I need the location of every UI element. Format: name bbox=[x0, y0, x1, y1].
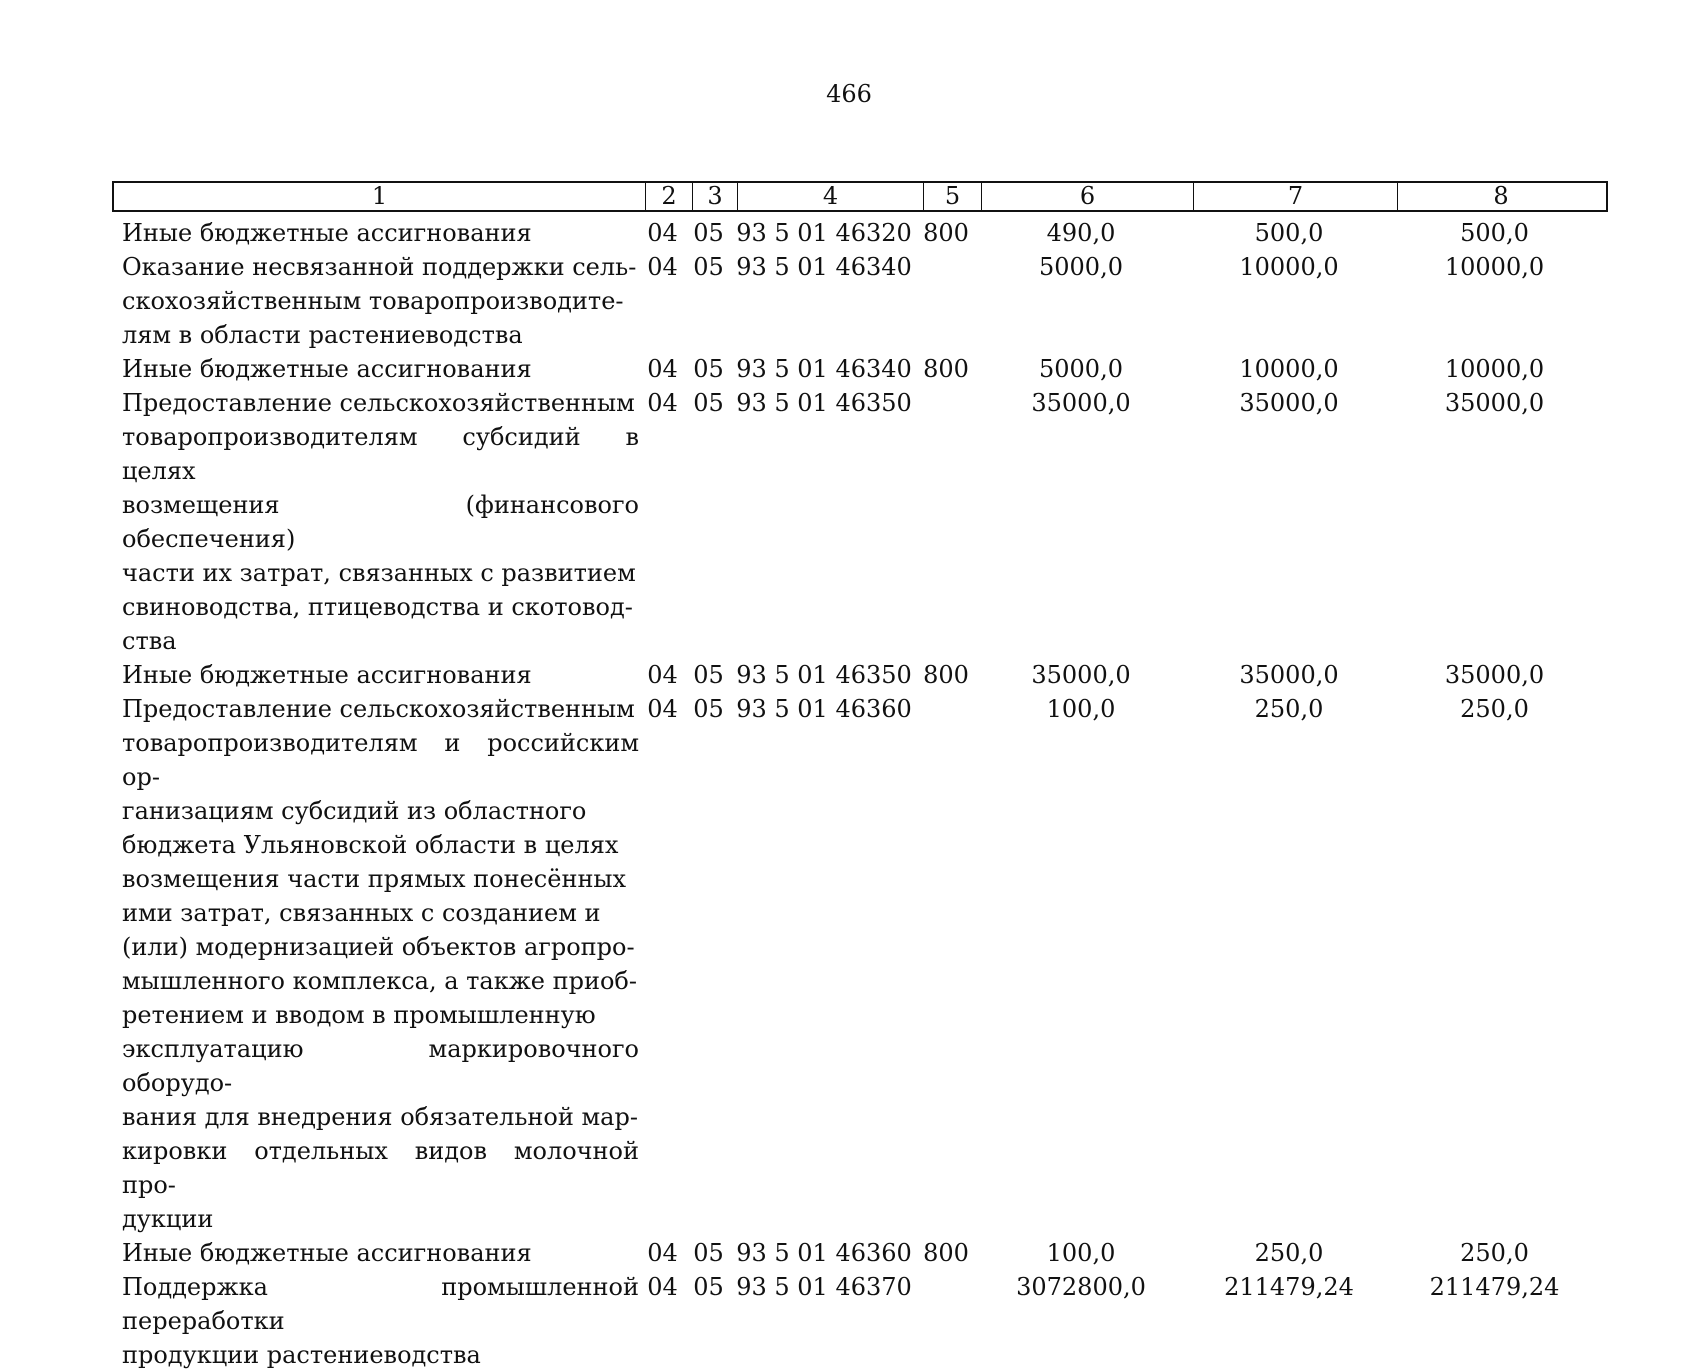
cell-c7: 10000,0 bbox=[1239, 253, 1339, 281]
row-name-line: бюджета Ульяновской области в целях bbox=[122, 831, 619, 859]
column-header-6: 6 bbox=[982, 183, 1194, 210]
cell-c2: 04 bbox=[647, 661, 678, 689]
page-number: 466 bbox=[826, 80, 872, 108]
cell-c5: 800 bbox=[923, 1239, 969, 1267]
cell-c8: 211479,24 bbox=[1429, 1273, 1560, 1301]
row-name-line: возмещения части прямых понесённых bbox=[122, 865, 627, 893]
cell-c2: 04 bbox=[647, 695, 678, 723]
row-name bbox=[112, 1236, 639, 1270]
row-name bbox=[112, 352, 639, 386]
column-header-7: 7 bbox=[1194, 183, 1398, 210]
cell-c3: 05 bbox=[693, 355, 724, 383]
table-row bbox=[112, 1236, 1608, 1270]
cell-c4: 93 5 01 46350 bbox=[736, 661, 912, 689]
row-name-line: эксплуатацию маркировочного оборудо- bbox=[122, 1035, 639, 1097]
row-name-line: ими затрат, связанных с созданием и bbox=[122, 899, 601, 927]
row-name-line: товаропроизводителям субсидий в целях bbox=[122, 423, 639, 485]
cell-c6: 35000,0 bbox=[1031, 389, 1131, 417]
cell-c8: 500,0 bbox=[1460, 219, 1529, 247]
row-name-line: мышленного комплекса, а также приоб- bbox=[122, 967, 637, 995]
row-name-line: возмещения (финансового обеспечения) bbox=[122, 491, 639, 553]
column-header-4: 4 bbox=[738, 183, 924, 210]
cell-c7: 35000,0 bbox=[1239, 389, 1339, 417]
row-name-line: ганизациям субсидий из областного bbox=[122, 797, 587, 825]
table-row bbox=[112, 386, 1608, 658]
cell-c2: 04 bbox=[647, 1273, 678, 1301]
row-name-line: Поддержка промышленной переработки bbox=[122, 1273, 639, 1335]
cell-c3: 05 bbox=[693, 661, 724, 689]
cell-c3: 05 bbox=[693, 1273, 724, 1301]
row-name-line: продукции растениеводства bbox=[122, 1341, 481, 1369]
table-row bbox=[112, 216, 1608, 250]
row-name-line: ства bbox=[122, 627, 177, 655]
cell-c8: 35000,0 bbox=[1444, 661, 1545, 689]
cell-c7: 250,0 bbox=[1254, 1239, 1324, 1267]
row-name bbox=[112, 692, 639, 1236]
table-row bbox=[112, 1270, 1608, 1372]
cell-c2: 04 bbox=[647, 389, 678, 417]
table-row bbox=[112, 352, 1608, 386]
cell-c8: 35000,0 bbox=[1444, 389, 1545, 417]
cell-c7: 250,0 bbox=[1254, 695, 1324, 723]
cell-c7: 500,0 bbox=[1254, 219, 1324, 247]
cell-c8: 250,0 bbox=[1460, 1239, 1529, 1267]
cell-c3: 05 bbox=[693, 695, 724, 723]
cell-c6: 5000,0 bbox=[1039, 253, 1123, 281]
cell-c6: 3072800,0 bbox=[1016, 1273, 1146, 1301]
row-name-line: Иные бюджетные ассигнования bbox=[122, 355, 532, 383]
row-name bbox=[112, 386, 639, 658]
cell-c6: 100,0 bbox=[1046, 695, 1116, 723]
row-name-line: ретением и вводом в промышленную bbox=[122, 1001, 596, 1029]
cell-c2: 04 bbox=[647, 219, 678, 247]
row-name-line: Иные бюджетные ассигнования bbox=[122, 219, 532, 247]
cell-c2: 04 bbox=[647, 355, 678, 383]
row-name-line: Оказание несвязанной поддержки сель- bbox=[122, 253, 637, 281]
table-row bbox=[112, 250, 1608, 352]
table-row bbox=[112, 692, 1608, 1236]
row-name-line: лям в области растениеводства bbox=[122, 321, 523, 349]
cell-c8: 10000,0 bbox=[1444, 355, 1545, 383]
row-name-line: Предоставление сельскохозяйственным bbox=[122, 389, 635, 417]
row-name bbox=[112, 1270, 639, 1372]
cell-c5: 800 bbox=[923, 661, 969, 689]
cell-c3: 05 bbox=[693, 1239, 724, 1267]
cell-c8: 250,0 bbox=[1460, 695, 1529, 723]
row-name-line: кировки отдельных видов молочной про- bbox=[122, 1137, 639, 1199]
cell-c2: 04 bbox=[647, 1239, 678, 1267]
cell-c7: 211479,24 bbox=[1224, 1273, 1354, 1301]
row-name-line: (или) модернизацией объектов агропро- bbox=[122, 933, 635, 961]
cell-c7: 35000,0 bbox=[1239, 661, 1339, 689]
table-header bbox=[112, 181, 1608, 212]
cell-c2: 04 bbox=[647, 253, 678, 281]
cell-c3: 05 bbox=[693, 389, 724, 417]
row-name-line: Иные бюджетные ассигнования bbox=[122, 1239, 532, 1267]
table-body bbox=[112, 216, 1608, 1372]
cell-c6: 100,0 bbox=[1046, 1239, 1116, 1267]
row-name-line: части их затрат, связанных с развитием bbox=[122, 559, 636, 587]
row-name-line: свиноводства, птицеводства и скотовод- bbox=[122, 593, 633, 621]
column-header-5: 5 bbox=[924, 183, 982, 210]
cell-c3: 05 bbox=[693, 253, 724, 281]
cell-c4: 93 5 01 46340 bbox=[736, 355, 912, 383]
cell-c6: 5000,0 bbox=[1039, 355, 1123, 383]
row-name-line: Предоставление сельскохозяйственным bbox=[122, 695, 635, 723]
cell-c6: 490,0 bbox=[1046, 219, 1116, 247]
row-name bbox=[112, 250, 639, 352]
column-header-2: 2 bbox=[646, 183, 693, 210]
row-name-line: товаропроизводителям и российским ор- bbox=[122, 729, 639, 791]
cell-c7: 10000,0 bbox=[1239, 355, 1339, 383]
cell-c5: 800 bbox=[923, 355, 969, 383]
table-row bbox=[112, 658, 1608, 692]
cell-c5: 800 bbox=[923, 219, 969, 247]
column-header-1: 1 bbox=[114, 183, 646, 210]
row-name-line: дукции bbox=[122, 1205, 214, 1233]
cell-c4: 93 5 01 46360 bbox=[736, 1239, 912, 1267]
column-header-3: 3 bbox=[693, 183, 738, 210]
cell-c8: 10000,0 bbox=[1444, 253, 1545, 281]
row-name bbox=[112, 216, 639, 250]
column-header-8: 8 bbox=[1493, 182, 1509, 210]
row-name-line: Иные бюджетные ассигнования bbox=[122, 661, 532, 689]
row-name-line: скохозяйственным товаропроизводите- bbox=[122, 287, 624, 315]
cell-c4: 93 5 01 46320 bbox=[736, 219, 912, 247]
cell-c4: 93 5 01 46370 bbox=[736, 1273, 912, 1301]
cell-c4: 93 5 01 46350 bbox=[736, 389, 912, 417]
cell-c6: 35000,0 bbox=[1031, 661, 1131, 689]
row-name-line: вания для внедрения обязательной мар- bbox=[122, 1103, 638, 1131]
row-name bbox=[112, 658, 639, 692]
cell-c4: 93 5 01 46340 bbox=[736, 253, 912, 281]
cell-c3: 05 bbox=[693, 219, 724, 247]
cell-c4: 93 5 01 46360 bbox=[736, 695, 912, 723]
